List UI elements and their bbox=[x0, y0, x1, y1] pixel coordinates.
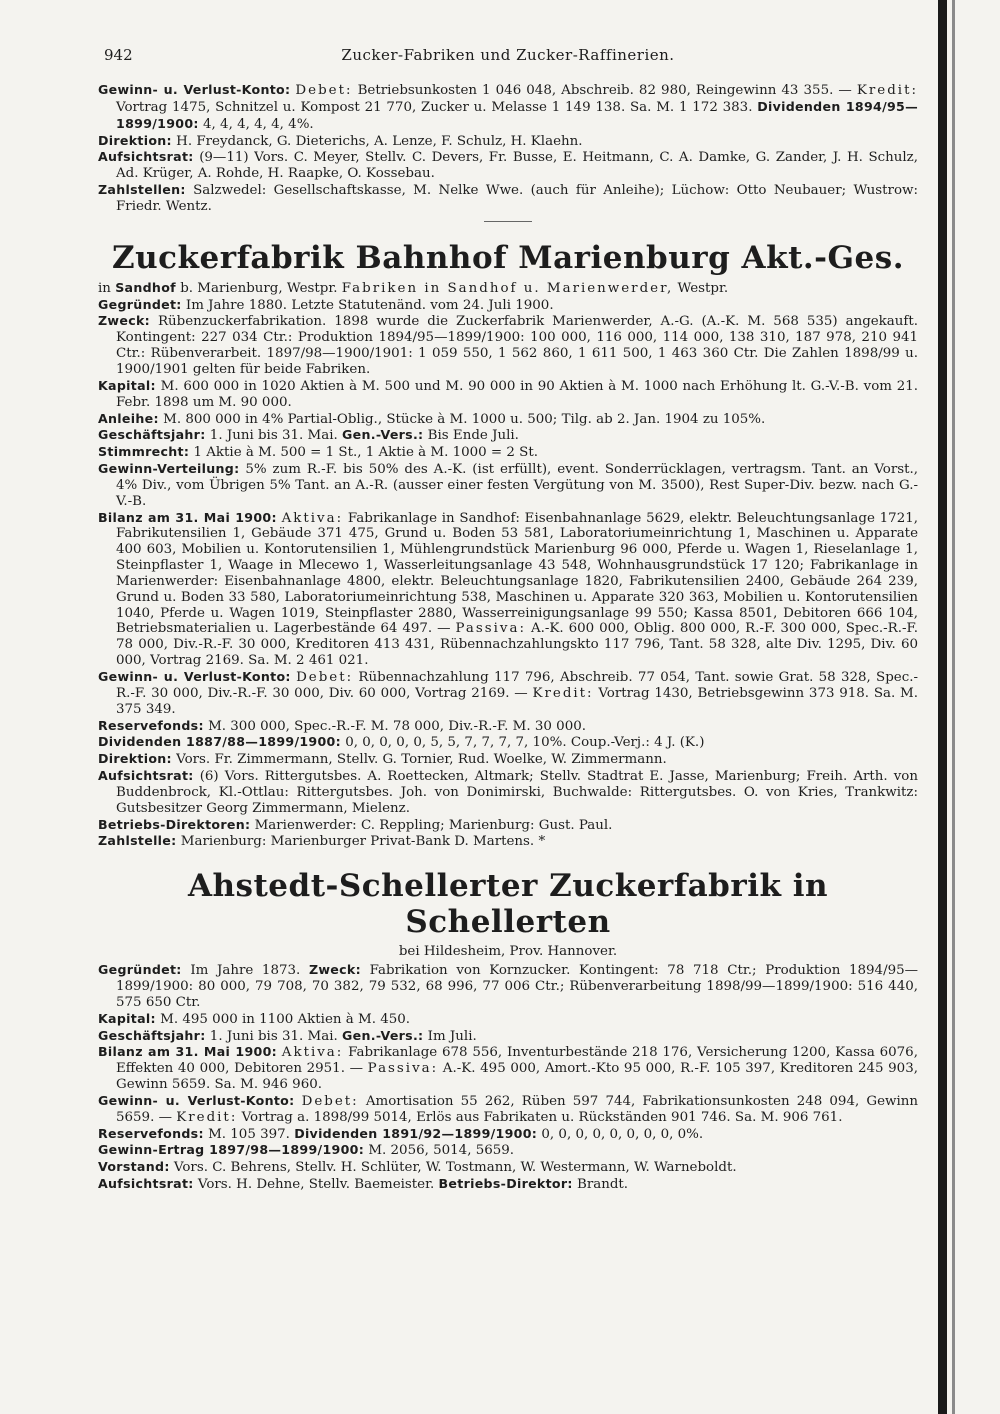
field-label: Reservefonds: bbox=[98, 717, 204, 733]
company-entry-marienburg bbox=[98, 240, 918, 851]
field-label: Direktion: bbox=[98, 751, 172, 767]
field-dividenden bbox=[98, 734, 918, 751]
field-text: Fabrikation von Kornzucker. Kontingent: 78 718 Ctr.; Produktion 1894/95—1899/1900: 80 000, 79 708, 70 382, 79 532, 68 996, 77 006 Ctr.; Rübenverarbeitung 1898/99—1899/1900: 516 440, 575 650 Ctr. bbox=[116, 963, 919, 1010]
field-text: Amortisation 55 262, Rüben 597 744, Fabrikationsunkosten 248 094, Gewinn 5659. — bbox=[116, 1093, 918, 1125]
field-text: Vortrag 1475, Schnitzel u. Kompost 21 770, Zucker u. Melasse 1 149 138. Sa. M. 1 172 383. bbox=[116, 99, 753, 115]
field-label: Direktion: bbox=[98, 132, 172, 148]
field-label: Bilanz am 31. Mai 1900: bbox=[98, 509, 277, 525]
aktiva-label: Aktiva: bbox=[281, 1045, 344, 1061]
running-header bbox=[98, 48, 918, 70]
passiva-label: Passiva: bbox=[367, 1061, 439, 1077]
field-zahlstelle bbox=[98, 833, 918, 850]
field-text: Im Jahre 1873. bbox=[190, 963, 301, 979]
kredit-label: Kredit: bbox=[856, 83, 918, 98]
document-page bbox=[98, 48, 918, 1193]
field-geschaeftsjahr bbox=[98, 427, 918, 444]
field-text: A.-K. 600 000, Oblig. 800 000, R.-F. 300 000, Spec.-R.-F. 78 000, Div.-R.-F. 30 000, Kreditoren 413 431, Rübennachzahlungskto 117 796, Tant. 58 328, alte Div. 1295, Div. 60 000, Vortrag 2169. Sa. M. 2 461 021. bbox=[116, 621, 918, 669]
field-label: Stimmrecht: bbox=[98, 444, 190, 460]
field-label: Gewinn- u. Verlust-Konto: bbox=[98, 669, 291, 684]
field-text: M. 300 000, Spec.-R.-F. M. 78 000, Div.-R.-F. M. 30 000. bbox=[208, 718, 586, 734]
subtitle-prefix: in bbox=[98, 280, 111, 296]
field-zweck bbox=[98, 313, 918, 377]
field-label: Geschäftsjahr: bbox=[98, 1027, 206, 1043]
field-label: Kapital: bbox=[98, 377, 156, 393]
field-label: Zahlstelle: bbox=[98, 833, 177, 849]
field-text: Vortrag a. 1898/99 5014, Erlös aus Fabrikaten u. Rückständen 901 746. Sa. M. 906 761. bbox=[241, 1109, 843, 1125]
field-gegruendet bbox=[98, 297, 918, 314]
field-gewinnverteilung bbox=[98, 461, 918, 510]
field-gewinn-konto bbox=[98, 1093, 918, 1126]
field-gewinnertrag bbox=[98, 1142, 918, 1159]
field-reservefonds bbox=[98, 1126, 918, 1143]
company-title: Ahstedt-Schellerter Zuckerfabrik in Schellerten bbox=[187, 868, 829, 941]
field-kapital bbox=[98, 378, 918, 411]
field-label: Zweck: bbox=[98, 313, 150, 329]
company-entry-schellerten bbox=[98, 868, 918, 1193]
field-text: Salzwedel: Gesellschaftskasse, M. Nelke Wwe. (auch für Anleihe); Lüchow: Otto Neubauer; Wustrow: Friedr. Wentz. bbox=[116, 183, 918, 214]
field-text: M. 105 397. bbox=[208, 1126, 290, 1142]
field-text: Vors. H. Dehne, Stellv. Baemeister. bbox=[197, 1177, 435, 1193]
field-text: Vors. Fr. Zimmermann, Stellv. G. Tornier, Rud. Woelke, W. Zimmermann. bbox=[176, 752, 667, 768]
running-title: Zucker-Fabriken und Zucker-Raffinerien. bbox=[341, 46, 675, 64]
debet-label: Debet: bbox=[295, 83, 353, 98]
field-label: Anleihe: bbox=[98, 410, 159, 426]
field-label: Geschäftsjahr: bbox=[98, 427, 206, 443]
field-text: M. 800 000 in 4% Partial-Oblig., Stücke à M. 1000 u. 500; Tilg. ab 2. Jan. 1904 zu 105%. bbox=[163, 411, 766, 427]
field-bilanz bbox=[98, 510, 918, 669]
field-label: Bilanz am 31. Mai 1900: bbox=[98, 1044, 277, 1060]
field-label: Gewinn- u. Verlust-Konto: bbox=[98, 1092, 295, 1108]
field-label: Vorstand: bbox=[98, 1159, 170, 1175]
previous-entry bbox=[98, 82, 918, 215]
field-gewinn-konto bbox=[98, 669, 918, 718]
field-label: Aufsichtsrat: bbox=[98, 149, 194, 165]
field-label: Dividenden 1887/88—1899/1900: bbox=[98, 734, 341, 750]
section-divider bbox=[484, 221, 532, 222]
field-direktion bbox=[98, 751, 918, 768]
field-geschaeftsjahr bbox=[98, 1028, 918, 1045]
field-text: 4, 4, 4, 4, 4, 4%. bbox=[203, 116, 314, 132]
debet-label: Debet: bbox=[296, 670, 354, 685]
field-label: Gegründet: bbox=[98, 296, 182, 312]
subtitle-place: Sandhof bbox=[115, 279, 176, 295]
field-label: Gen.-Vers.: bbox=[342, 427, 424, 443]
subtitle-end: Westpr. bbox=[677, 280, 729, 296]
field-label: Reservefonds: bbox=[98, 1125, 204, 1141]
field-label: Gegründet: bbox=[98, 962, 182, 978]
field-label: Betriebs-Direktoren: bbox=[98, 816, 251, 832]
field-label: Kapital: bbox=[98, 1010, 156, 1026]
field-text: Vors. C. Behrens, Stellv. H. Schlüter, W. Tostmann, W. Westermann, W. Warneboldt. bbox=[173, 1160, 737, 1176]
field-text: Fabrikanlage in Sandhof: Eisenbahnanlage 5629, elektr. Beleuchtungsanlage 1721, Fabrikutensilien 1, Gebäude 371 475, Grund u. Boden 53 581, Laboratoriumeinrichtung 1, Maschinen u. Apparate 400 603, Mobilien u. Kontorutensilien 1, Mühlengrundstück Marienburg 96 000, Pferde u. Wagen 1, Rieselanlage 1, Steinpflaster 1, Waage in Mlecewo 1, Wasserleitungsanlage 43 548, Wohnhausgrundstück 17 120; Fabrikanlage in Marienwerder: Eisenbahnanlage 4800, elektr. Beleuchtungsanlage 1820, Fabrikutensilien 2400, Gebäude 264 239, Grund u. Boden 33 580, Laboratoriumeinrichtung 538, Maschinen u. Apparate 320 363, Mobilien u. Kontorutensilien 1040, Pferde u. Wagen 1019, Steinpflaster 2880, Wasserreinigungsanlage 99 550; Kassa 8501, Debitoren 666 104, Betriebsmaterialien u. Lagerbestände 64 497. — bbox=[116, 510, 918, 637]
field-kapital bbox=[98, 1011, 918, 1028]
company-subtitle bbox=[98, 280, 918, 297]
field-text: Marienburg: Marienburger Privat-Bank D. Martens. * bbox=[180, 834, 546, 850]
field-text: H. Freydanck, G. Dieterichs, A. Lenze, F. Schulz, H. Klaehn. bbox=[176, 133, 583, 149]
field-text: Marienwerder: C. Reppling; Marienburg: Gust. Paul. bbox=[254, 817, 613, 833]
passiva-label: Passiva: bbox=[455, 621, 526, 637]
field-label: Dividenden 1891/92—1899/1900: bbox=[294, 1125, 538, 1141]
field-text: (9—11) Vors. C. Meyer, Stellv. C. Devers, Fr. Busse, E. Heitmann, C. A. Damke, G. Zander, J. H. Schulz, Ad. Krüger, A. Rohde, H. Raapke, O. Kossebau. bbox=[116, 150, 918, 182]
field-label: Gen.-Vers.: bbox=[342, 1027, 424, 1043]
field-text: Fabrikanlage 678 556, Inventurbestände 218 176, Versicherung 1200, Kassa 6076, Effekten 40 000, Debitoren 2951. — bbox=[116, 1045, 918, 1077]
field-bilanz bbox=[98, 1044, 918, 1093]
scan-binding-edge-line bbox=[952, 0, 955, 1414]
field-label: Aufsichtsrat: bbox=[98, 1176, 194, 1192]
field-text: (6) Vors. Rittergutsbes. A. Roettecken, Altmark; Stellv. Stadtrat E. Jasse, Marienburg; Freih. Arth. von Buddenbrock, Kl.-Ottlau: Rittergutsbes. Joh. von Donimirski, Buchwalde: Rittergutsbes. O. von Kries, Trankwitz: Gutsbesitzer Georg Zimmermann, Mielenz. bbox=[116, 769, 918, 816]
field-text: Brandt. bbox=[576, 1177, 629, 1193]
field-text: M. 495 000 in 1100 Aktien à M. 450. bbox=[160, 1011, 411, 1027]
field-reservefonds bbox=[98, 718, 918, 735]
prev-zahlstellen bbox=[98, 182, 918, 215]
aktiva-label: Aktiva: bbox=[281, 510, 344, 526]
field-text: Im Juli. bbox=[427, 1028, 477, 1044]
field-anleihe bbox=[98, 411, 918, 428]
field-betriebsdirektoren bbox=[98, 817, 918, 834]
prev-aufsichtsrat bbox=[98, 149, 918, 182]
field-label: Gewinn-Verteilung: bbox=[98, 461, 240, 477]
field-text: 5% zum R.-F. bis 50% des A.-K. (ist erfüllt), event. Sonderrücklagen, vertragsm. Tant. an Vorst., 4% Div., vom Übrigen 5% Tant. an A.-R. (ausser einer festen Vergütung von M. 3500), Rest Super-Div. bezw. nach G.-V.-B. bbox=[116, 462, 918, 509]
field-label: Dividenden 1894/95—1899/1900: bbox=[116, 98, 918, 131]
field-text: 0, 0, 0, 0, 0, 5, 5, 7, 7, 7, 7, 10%. Coup.-Verj.: 4 J. (K.) bbox=[345, 735, 705, 751]
company-title: Zuckerfabrik Bahnhof Marienburg Akt.-Ges. bbox=[111, 239, 904, 276]
field-text: Rübennachzahlung 117 796, Abschreib. 77 054, Tant. sowie Grat. 58 328, Spec.-R.-F. 30 000, Div.-R.-F. 30 000, Div. 60 000, Vortrag 2169. — bbox=[116, 670, 919, 701]
prev-gewinn-konto bbox=[98, 82, 918, 133]
field-vorstand bbox=[98, 1159, 918, 1176]
field-label: Gewinn- u. Verlust-Konto: bbox=[98, 82, 291, 97]
field-text: Rübenzuckerfabrikation. 1898 wurde die Zuckerfabrik Marienwerder, A.-G. (A.-K. M. 568 535) angekauft. Kontingent: 227 034 Ctr.: Produktion 1894/95—1899/1900: 100 000, 116 000, 114 000, 138 310, 187 978, 210 941 Ctr.: Rübenverarbeit. 1897/98—1900/1901: 1 059 550, 1 562 860, 1 611 500, 1 463 360 Ctr. Die Zahlen 1898/99 u. 1900/1901 gelten für beide Fabriken. bbox=[116, 314, 919, 377]
subtitle-spaced: Fabriken in Sandhof u. Marienwerder, bbox=[341, 280, 674, 296]
field-text: Betriebsunkosten 1 046 048, Abschreib. 82 980, Reingewinn 43 355. — bbox=[357, 83, 852, 98]
kredit-label: Kredit: bbox=[532, 685, 594, 701]
field-text: 0, 0, 0, 0, 0, 0, 0, 0, 0%. bbox=[541, 1126, 704, 1142]
field-text: Vortrag 1430, Betriebsgewinn 373 918. Sa. M. 375 349. bbox=[116, 685, 918, 717]
field-text: 1 Aktie à M. 500 = 1 St., 1 Aktie à M. 1000 = 2 St. bbox=[193, 445, 538, 461]
field-text: M. 600 000 in 1020 Aktien à M. 500 und M. 90 000 in 90 Aktien à M. 1000 nach Erhöhung lt. G.-V.-B. vom 21. Febr. 1898 um M. 90 000. bbox=[116, 378, 918, 410]
field-label: Zweck: bbox=[308, 962, 361, 978]
kredit-label: Kredit: bbox=[176, 1109, 238, 1125]
field-text: M. 2056, 5014, 5659. bbox=[368, 1143, 515, 1159]
field-label: Aufsichtsrat: bbox=[98, 768, 194, 784]
field-gegruendet bbox=[98, 962, 918, 1011]
field-text: A.-K. 495 000, Amort.-Kto 95 000, R.-F. 105 397, Kreditoren 245 903, Gewinn 5659. Sa. M. 946 960. bbox=[116, 1061, 918, 1093]
field-text: Bis Ende Juli. bbox=[427, 428, 519, 444]
page-number: 942 bbox=[104, 46, 133, 64]
field-text: 1. Juni bis 31. Mai. bbox=[209, 1028, 338, 1044]
debet-label: Debet: bbox=[301, 1093, 359, 1109]
field-aufsichtsrat bbox=[98, 768, 918, 817]
subtitle-text: b. Marienburg, Westpr. bbox=[180, 280, 338, 296]
field-label: Betriebs-Direktor: bbox=[438, 1176, 573, 1192]
field-stimmrecht bbox=[98, 444, 918, 461]
field-label: Zahlstellen: bbox=[98, 182, 186, 198]
field-text: Im Jahre 1880. Letzte Statutenänd. vom 24. Juli 1900. bbox=[185, 297, 554, 313]
field-aufsichtsrat bbox=[98, 1176, 918, 1193]
field-text: 1. Juni bis 31. Mai. bbox=[209, 428, 338, 444]
field-label: Gewinn-Ertrag 1897/98—1899/1900: bbox=[98, 1142, 365, 1158]
company-subtitle: bei Hildesheim, Prov. Hannover. bbox=[398, 944, 618, 960]
scan-binding-edge bbox=[938, 0, 947, 1414]
prev-direktion bbox=[98, 133, 918, 150]
